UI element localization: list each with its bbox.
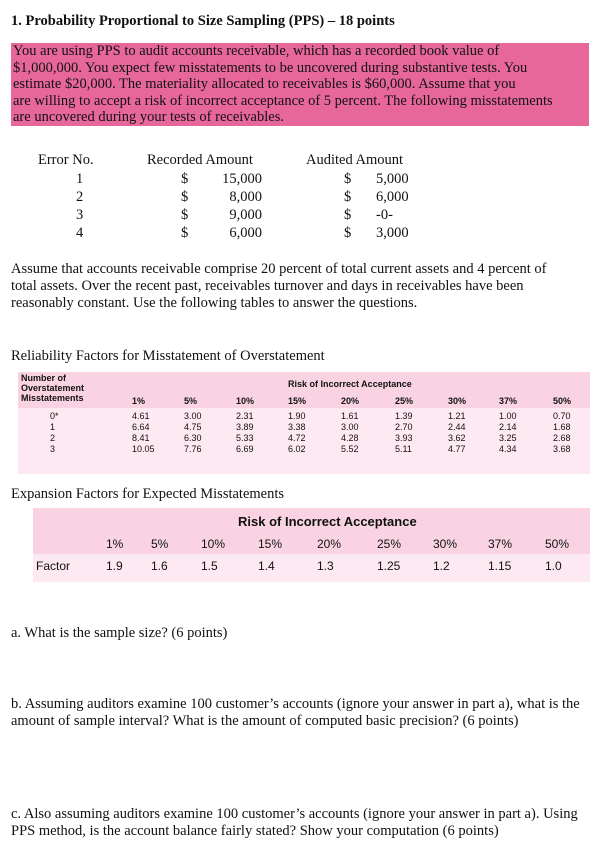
table-cell: 3.62 xyxy=(448,433,466,443)
table-cell: 4.77 xyxy=(448,444,466,454)
recorded-currency: $ xyxy=(181,171,189,187)
table-cell: 3.00 xyxy=(184,411,202,421)
table-cell: 4.72 xyxy=(288,433,306,443)
column-header: 20% xyxy=(317,537,342,551)
table-cell: 3.00 xyxy=(341,422,359,432)
table-cell: 6.64 xyxy=(132,422,150,432)
error-number: 4 xyxy=(76,225,84,241)
table-cell: 4.34 xyxy=(499,444,517,454)
table-cell: 1.39 xyxy=(395,411,413,421)
intro-line: $1,000,000. You expect few misstatements to be uncovered during substantive tests. You xyxy=(13,59,528,76)
column-header: 10% xyxy=(201,537,226,551)
table-cell: 1.90 xyxy=(288,411,306,421)
column-header: 5% xyxy=(151,537,169,551)
table-cell: 1.00 xyxy=(499,411,517,421)
table-cell: 0.70 xyxy=(553,411,571,421)
row-header xyxy=(21,373,84,403)
row-label: 1 xyxy=(50,422,56,432)
factor-value: 1.9 xyxy=(106,559,123,573)
column-header: 25% xyxy=(377,537,402,551)
column-header: 25% xyxy=(395,396,414,406)
column-header: 20% xyxy=(341,396,360,406)
error-number: 1 xyxy=(76,171,84,187)
audited-currency: $ xyxy=(344,225,352,241)
intro-highlighted-paragraph xyxy=(11,43,589,126)
audited-currency: $ xyxy=(344,189,352,205)
factor-value: 1.0 xyxy=(545,559,562,573)
row-header-line: Misstatements xyxy=(21,393,84,403)
audited-currency: $ xyxy=(344,207,352,223)
table-cell: 1.68 xyxy=(553,422,571,432)
row-header-line: Overstatement xyxy=(21,383,85,393)
factor-value: 1.25 xyxy=(377,559,401,573)
expansion-heading: Expansion Factors for Expected Misstatements xyxy=(11,486,285,502)
table-cell: 3.25 xyxy=(499,433,517,443)
assume-line: reasonably constant. Use the following tables to answer the questions. xyxy=(11,294,418,311)
assumptions-paragraph xyxy=(11,261,589,311)
table-cell: 2.70 xyxy=(395,422,413,432)
factor-value: 1.2 xyxy=(433,559,450,573)
intro-line: are uncovered during your tests of receivables. xyxy=(13,109,284,125)
error-number: 3 xyxy=(76,207,84,223)
factor-value: 1.3 xyxy=(317,559,334,573)
column-header: 1% xyxy=(106,537,124,551)
column-header: 50% xyxy=(545,537,570,551)
column-header: 30% xyxy=(448,396,467,406)
row-label: 3 xyxy=(50,444,56,454)
errors-table xyxy=(0,152,596,247)
reliability-table xyxy=(18,372,590,474)
row-label: 2 xyxy=(50,433,56,443)
factor-label: Factor xyxy=(36,559,71,573)
column-header: 37% xyxy=(499,396,518,406)
row-header-line: Number of xyxy=(21,373,66,383)
table-cell: 2.68 xyxy=(553,433,571,443)
audited-amount: 6,000 xyxy=(376,189,409,205)
header-audited-amount: Audited Amount xyxy=(306,152,404,168)
error-number: 2 xyxy=(76,189,84,205)
table-cell: 5.33 xyxy=(236,433,254,443)
table-cell: 2.14 xyxy=(499,422,517,432)
table-cell: 8.41 xyxy=(132,433,150,443)
question-c: c. Also assuming auditors examine 100 customer’s accounts (ignore your answer in part a). Using PPS method, is the account balance fairly stated? Show your computation (6 points) xyxy=(11,806,578,839)
table-cell: 3.38 xyxy=(288,422,306,432)
audited-amount: 3,000 xyxy=(376,225,409,241)
expansion-table xyxy=(33,508,590,582)
recorded-currency: $ xyxy=(181,207,189,223)
recorded-amount: 6,000 xyxy=(229,225,262,241)
reliability-heading: Reliability Factors for Misstatement of Overstatement xyxy=(11,348,325,364)
table-cell: 10.05 xyxy=(132,444,155,454)
intro-line: estimate $20,000. The materiality allocated to receivables is $60,000. Assume that you xyxy=(13,76,516,92)
column-header: 5% xyxy=(184,396,198,406)
header-error-no: Error No. xyxy=(38,152,94,168)
table-cell: 5.11 xyxy=(395,444,412,454)
factor-value: 1.5 xyxy=(201,559,218,573)
table-cell: 2.44 xyxy=(448,422,466,432)
column-header: 15% xyxy=(258,537,283,551)
recorded-amount: 8,000 xyxy=(229,189,262,205)
table-cell: 4.61 xyxy=(132,411,150,421)
question-title: 1. Probability Proportional to Size Sampling (PPS) – 18 points xyxy=(11,13,395,29)
table-cell: 4.75 xyxy=(184,422,202,432)
column-header: 1% xyxy=(132,396,146,406)
column-header: 15% xyxy=(288,396,307,406)
audited-currency: $ xyxy=(344,171,352,187)
group-header: Risk of Incorrect Acceptance xyxy=(238,514,417,529)
question-a: a. What is the sample size? (6 points) xyxy=(11,625,228,641)
table-cell: 3.89 xyxy=(236,422,254,432)
column-header: 37% xyxy=(488,537,513,551)
recorded-amount: 15,000 xyxy=(222,171,262,187)
intro-line: are willing to accept a risk of incorrect acceptance of 5 percent. The following misstatements xyxy=(13,92,553,109)
table-cell: 1.21 xyxy=(448,411,466,421)
assume-line: Assume that accounts receivable comprise 20 percent of total current assets and 4 percent of xyxy=(11,261,547,277)
assume-line: total assets. Over the recent past, receivables turnover and days in receivables have been xyxy=(11,277,524,294)
table-cell: 3.93 xyxy=(395,433,413,443)
table-cell: 5.52 xyxy=(341,444,359,454)
audited-amount: 5,000 xyxy=(376,171,409,187)
intro-line: You are using PPS to audit accounts receivable, which has a recorded book value of xyxy=(13,43,500,59)
factor-value: 1.6 xyxy=(151,559,168,573)
column-header: 10% xyxy=(236,396,255,406)
recorded-amount: 9,000 xyxy=(229,207,262,223)
header-recorded-amount: Recorded Amount xyxy=(147,152,253,168)
table-cell: 3.68 xyxy=(553,444,571,454)
table-cell: 6.69 xyxy=(236,444,254,454)
recorded-currency: $ xyxy=(181,225,189,241)
table-cell: 6.02 xyxy=(288,444,306,454)
table-cell: 7.76 xyxy=(184,444,202,454)
group-header: Risk of Incorrect Acceptance xyxy=(288,379,412,389)
table-cell: 6.30 xyxy=(184,433,202,443)
question-b: b. Assuming auditors examine 100 customer’s accounts (ignore your answer in part a), what is the amount of sample interval? What is the amount of computed basic precision? (6 points) xyxy=(11,696,580,729)
column-header: 30% xyxy=(433,537,458,551)
column-header: 50% xyxy=(553,396,572,406)
recorded-currency: $ xyxy=(181,189,189,205)
audited-amount: -0- xyxy=(376,207,393,223)
factor-value: 1.4 xyxy=(258,559,275,573)
table-cell: 4.28 xyxy=(341,433,359,443)
table-cell: 2.31 xyxy=(236,411,254,421)
table-cell: 1.61 xyxy=(341,411,359,421)
row-label: 0* xyxy=(50,411,59,421)
factor-value: 1.15 xyxy=(488,559,512,573)
